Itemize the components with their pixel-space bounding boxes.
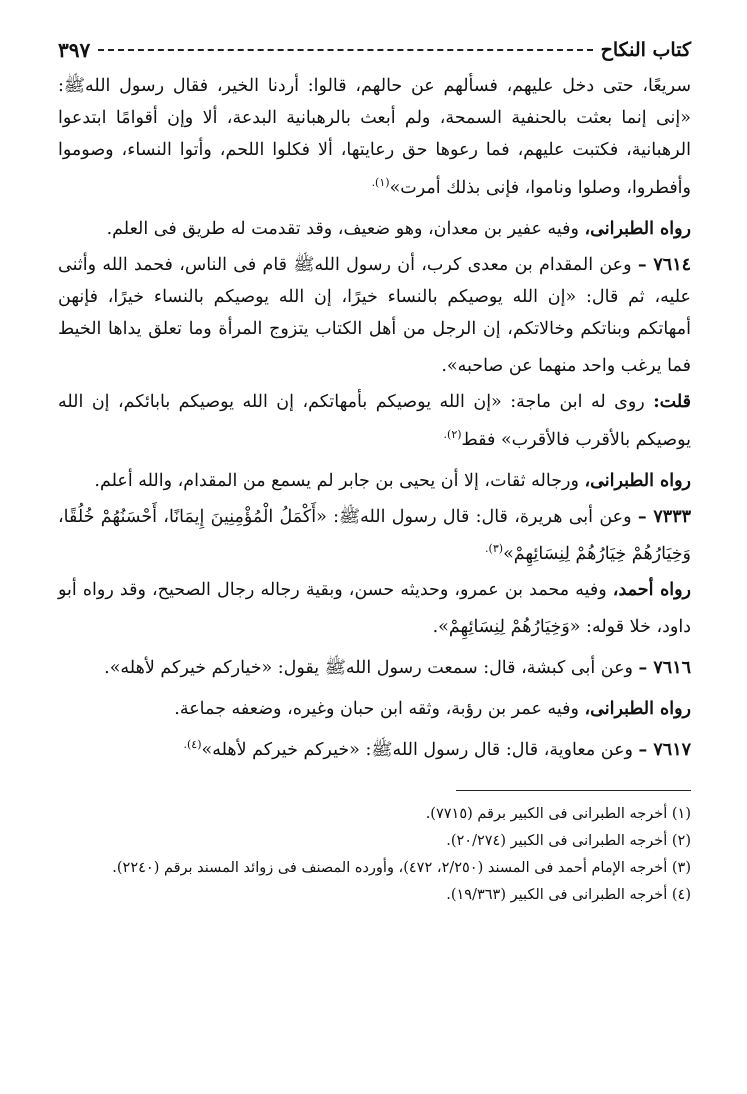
main-text [58, 70, 691, 766]
paragraph-lead: قلت: [653, 392, 691, 413]
paragraph [58, 460, 691, 497]
paragraph-text: وعن المقدام بن معدى كرب، أن رسول اللهﷺ قام فى الناس، فحمد الله وأثنى عليه، ثم قال: «إن الله يوصيكم بالنساء خيرًا، إن الله يوصيكم بالنساء خيرًا، فإنهن أمهاتكم وبناتكم وخالاتكم، إن الرجل من أهل الكتاب يتزوج المرأة وما تعلق يداها الخيط فما يرغب واحد منهما عن صاحبه». [58, 254, 691, 377]
page-number: ٣٩٧ [58, 38, 91, 62]
footnote: (٤) أخرجه الطبرانى فى الكبير (١٩/٣٦٣). [446, 887, 691, 904]
paragraph-text: وعن معاوية، قال: قال رسول اللهﷺ: «خيركم خيركم لأهله» [201, 739, 639, 760]
footnote-ref: (٣). [485, 541, 504, 555]
footnote: (٢) أخرجه الطبرانى فى الكبير (٢٠/٢٧٤). [446, 833, 691, 850]
paragraph-text: وفيه عمر بن رؤبة، وثقه ابن حبان وغيره، وضعفه جماعة. [174, 698, 585, 719]
footnote-ref: (٤). [183, 738, 202, 752]
hadith-number: ٧٦١٤ – [637, 254, 692, 275]
book-title: كتاب النكاح [600, 39, 691, 61]
paragraph-lead: رواه الطبرانى، [584, 698, 691, 719]
hadith-number: ٧٦١٦ – [638, 657, 691, 678]
paragraph-text: وعن أبى هريرة، قال: قال رسول اللهﷺ: «أَكْمَلُ الْمُؤْمِنِينَ إِيمَانًا، أَحْسَنُهُمْ خُلُقًا، وَخِيَارُهُمْ خِيَارُهُمْ لِنِسَائِهِمْ» [58, 506, 691, 564]
paragraph-lead: رواه أحمد، [612, 579, 691, 600]
paragraph-text: روى له ابن ماجة: «إن الله يوصيكم بأمهاتكم، إن الله يوصيكم بابائكم، إن الله يوصيكم بالأقرب فالأقرب» فقط [58, 392, 691, 450]
paragraph-lead: رواه الطبرانى، [584, 218, 691, 239]
paragraph-lead: رواه الطبرانى، [584, 470, 691, 491]
paragraph-text: وفيه محمد بن عمرو، وحديثه حسن، وبقية رجاله رجال الصحيح، وقد رواه أبو داود، خلا قوله: «وَخِيَارُهُمْ لِنِسَائِهِمْ». [58, 579, 691, 637]
hadith-number: ٧٣٣٣ – [637, 506, 692, 527]
paragraph [58, 249, 691, 383]
paragraph-text: وعن أبى كبشة، قال: سمعت رسول اللهﷺ يقول: «خياركم خيركم لأهله». [104, 657, 639, 678]
paragraph [58, 70, 691, 204]
footnotes [58, 801, 691, 909]
paragraph-text: سريعًا، حتى دخل عليهم، فسألهم عن حالهم، قالوا: أردنا الخير، فقال رسول اللهﷺ: «إنى إنما بعثت بالحنفية السمحة، ولم أبعث بالرهبانية البدعة، ألا وإن أقوامًا ابتدعوا الرهبانية، فكتبت عليهم، فما رعوها حق رعايتها، ألا فكلوا اللحم، وأتوا النساء، وصوموا وأفطروا، وصلوا وناموا، فإنى بذلك أمرت» [58, 76, 691, 198]
footnote-divider [456, 790, 691, 791]
paragraph-text: وفيه عفير بن معدان، وهو ضعيف، وقد تقدمت له طريق فى العلم. [106, 218, 585, 239]
paragraph [58, 386, 691, 455]
paragraph [58, 574, 691, 643]
book-page [58, 30, 691, 909]
header-rule [98, 49, 592, 51]
paragraph [58, 688, 691, 725]
paragraph [58, 501, 691, 570]
footnote: (١) أخرجه الطبرانى فى الكبير برقم (٧٧١٥). [425, 806, 691, 823]
paragraph-text: ورجاله ثقات، إلا أن يحيى بن جابر لم يسمع من المقدام، والله أعلم. [94, 470, 585, 491]
paragraph [58, 647, 691, 684]
footnote: (٣) أخرجه الإمام أحمد فى المسند (٢/٢٥٠، ٤٧٢)، وأورده المصنف فى زوائد المسند برقم (٢٢٤٠). [112, 860, 691, 877]
footnote-ref: (١). [371, 175, 390, 189]
footnote-ref: (٢). [443, 427, 462, 441]
paragraph [58, 729, 691, 766]
paragraph [58, 208, 691, 245]
hadith-number: ٧٦١٧ – [638, 739, 691, 760]
page-header [58, 30, 691, 70]
